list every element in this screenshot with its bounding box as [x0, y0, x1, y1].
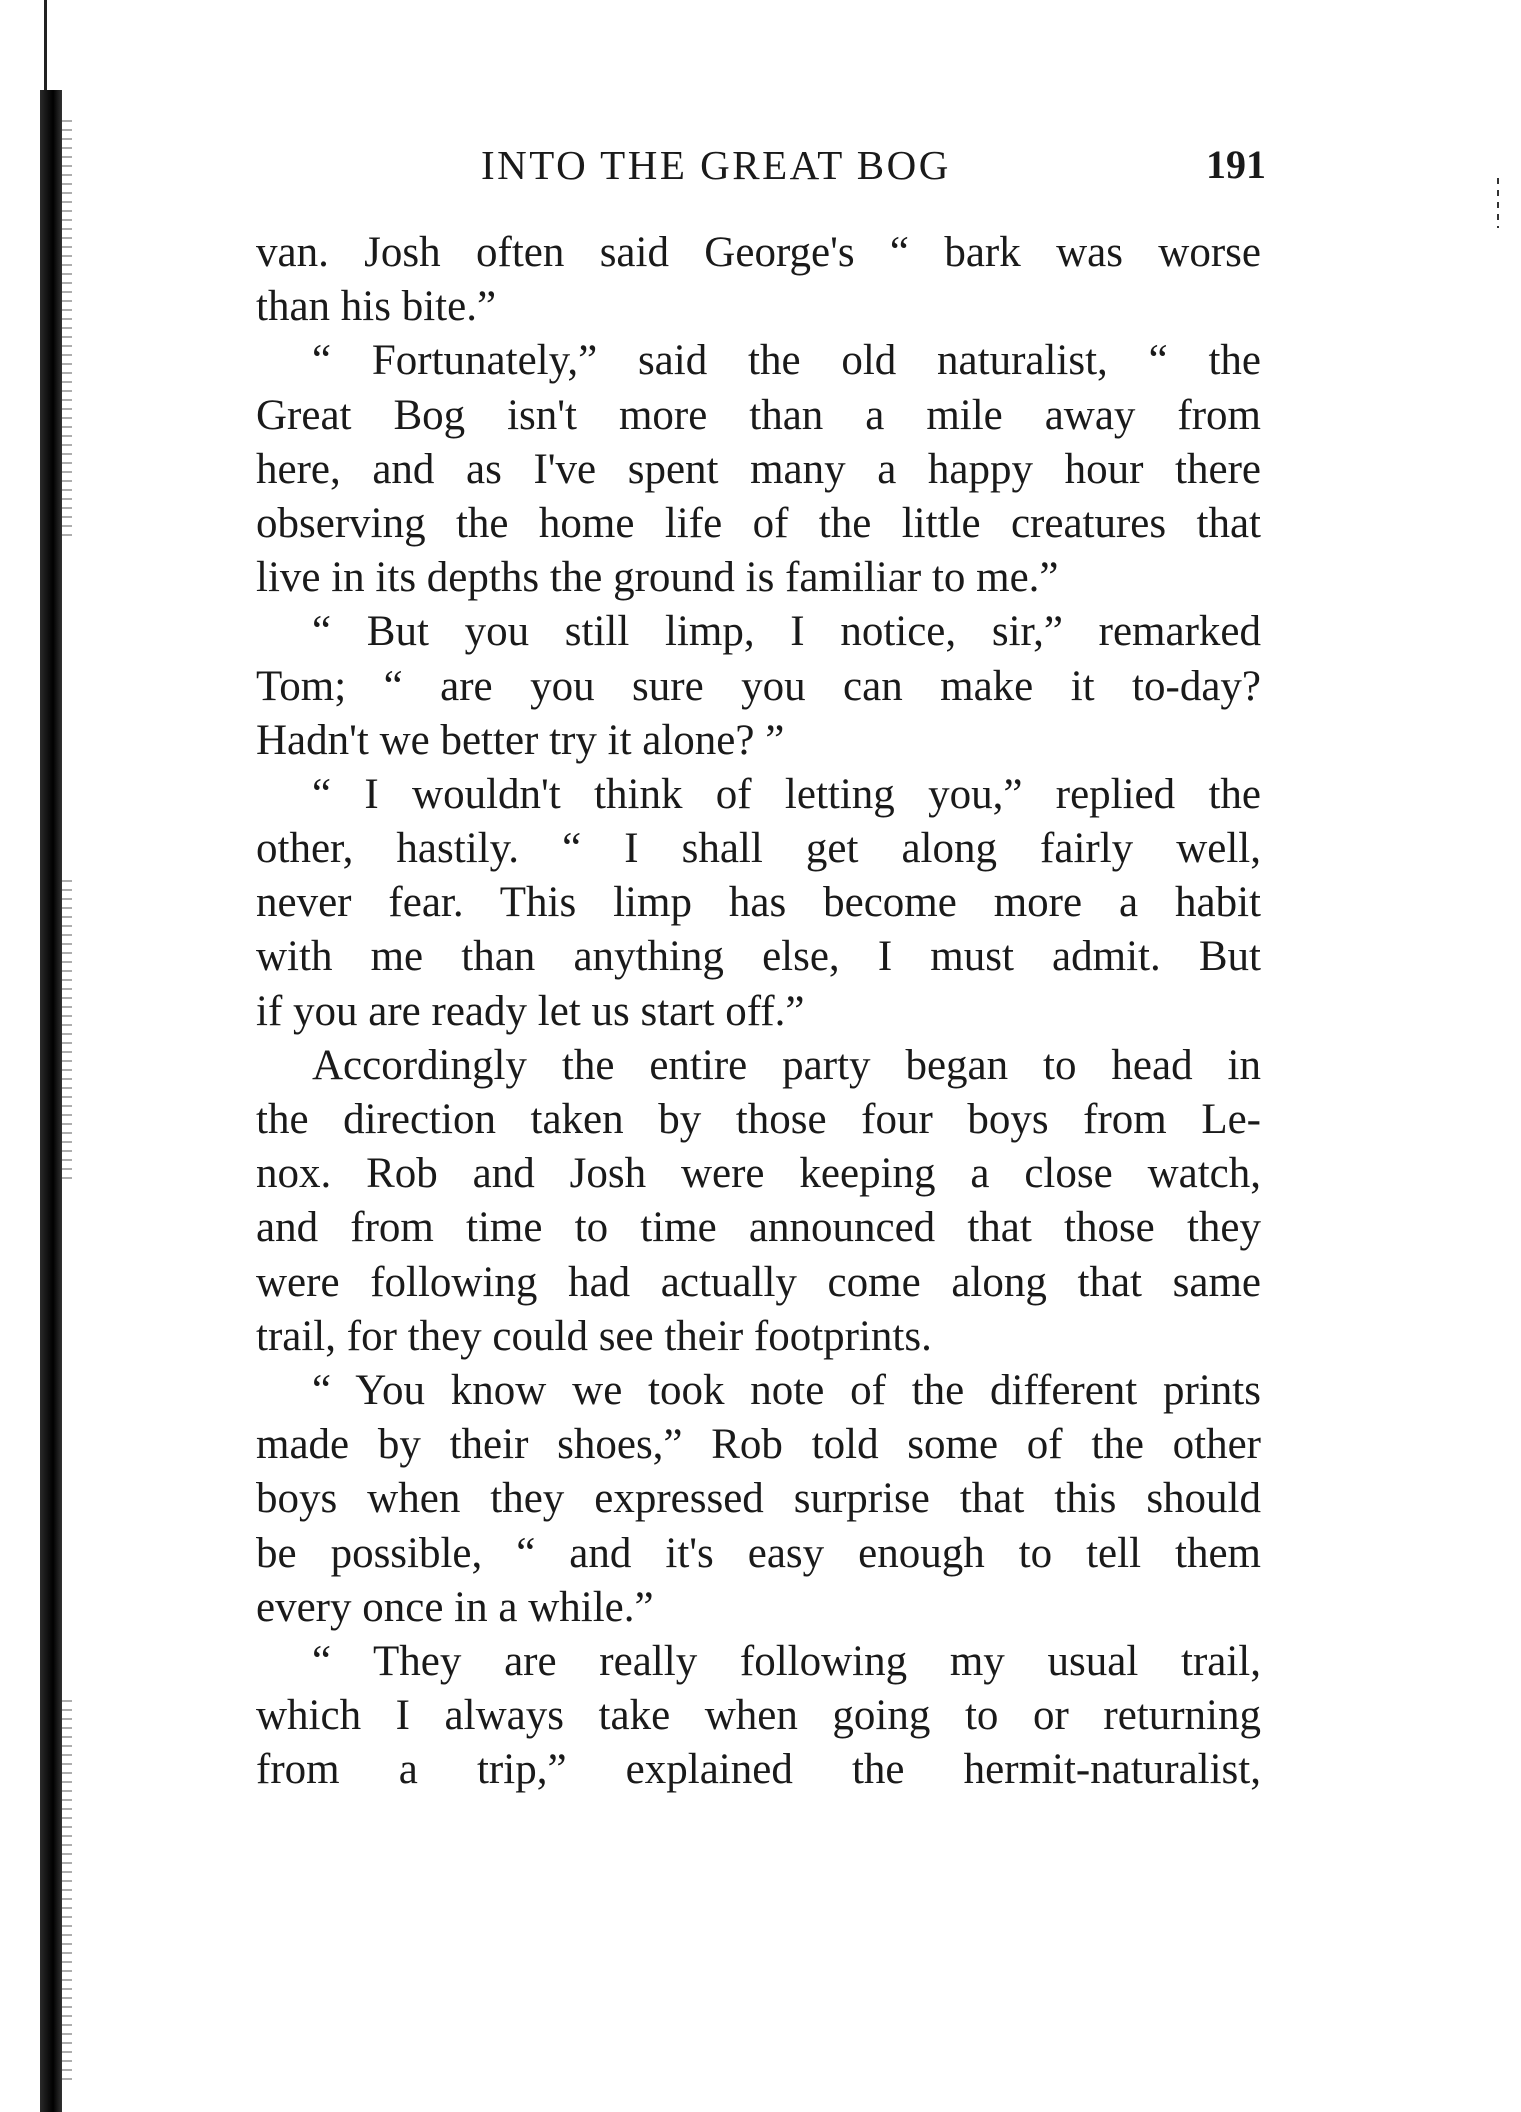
text-line: “ You know we took note of the different prints — [312, 1366, 1261, 1414]
binding-speckle — [62, 880, 72, 1180]
text-line: from a trip,” explained the hermit-naturalist, — [256, 1746, 1261, 1794]
text-line: “ They are really following my usual trail, — [312, 1637, 1261, 1685]
text-line: “ Fortunately,” said the old naturalist, “ the — [312, 337, 1261, 385]
text-line: with me than anything else, I must admit. But — [256, 933, 1261, 981]
text-line: Accordingly the entire party began to head in — [312, 1041, 1261, 1089]
text-line: other, hastily. “ I shall get along fairly well, — [256, 825, 1261, 873]
text-line: observing the home life of the little creatures that — [256, 499, 1261, 547]
binding-speckle — [62, 120, 72, 540]
text-line: van. Josh often said George's “ bark was worse — [256, 229, 1261, 276]
text-line: “ I wouldn't think of letting you,” replied the — [312, 770, 1261, 818]
text-line: Hadn't we better try it alone? ” — [256, 716, 785, 764]
text-line: Great Bog isn't more than a mile away from — [256, 391, 1261, 439]
text-line: which I always take when going to or returning — [256, 1692, 1261, 1740]
text-line: live in its depths the ground is familiar to me.” — [256, 554, 1059, 602]
margin-mark — [1497, 178, 1499, 228]
binding-speckle — [62, 1700, 72, 2080]
text-line: were following had actually come along that same — [256, 1258, 1261, 1306]
body-text — [256, 226, 1261, 1797]
text-line: trail, for they could see their footprints. — [256, 1312, 932, 1360]
text-line: Tom; “ are you sure you can make it to-day? — [256, 662, 1261, 710]
binding-edge — [40, 90, 62, 2112]
text-line: if you are ready let us start off.” — [256, 987, 805, 1035]
text-line: made by their shoes,” Rob told some of the other — [256, 1421, 1261, 1469]
page-number: 191 — [1206, 142, 1266, 187]
binding-edge-top — [44, 0, 47, 95]
text-line: “ But you still limp, I notice, sir,” remarked — [312, 608, 1261, 656]
text-line: nox. Rob and Josh were keeping a close watch, — [256, 1150, 1261, 1198]
text-line: boys when they expressed surprise that this should — [256, 1475, 1261, 1523]
running-title: INTO THE GREAT BOG — [481, 142, 951, 188]
text-line: be possible, “ and it's easy enough to tell them — [256, 1529, 1261, 1577]
text-line: and from time to time announced that those they — [256, 1204, 1261, 1252]
text-line: than his bite.” — [256, 283, 497, 331]
text-line: here, and as I've spent many a happy hour there — [256, 445, 1261, 493]
text-line: the direction taken by those four boys from Le- — [256, 1096, 1261, 1143]
text-line: never fear. This limp has become more a habit — [256, 879, 1261, 927]
running-head — [256, 135, 1266, 195]
text-line: every once in a while.” — [256, 1583, 654, 1631]
